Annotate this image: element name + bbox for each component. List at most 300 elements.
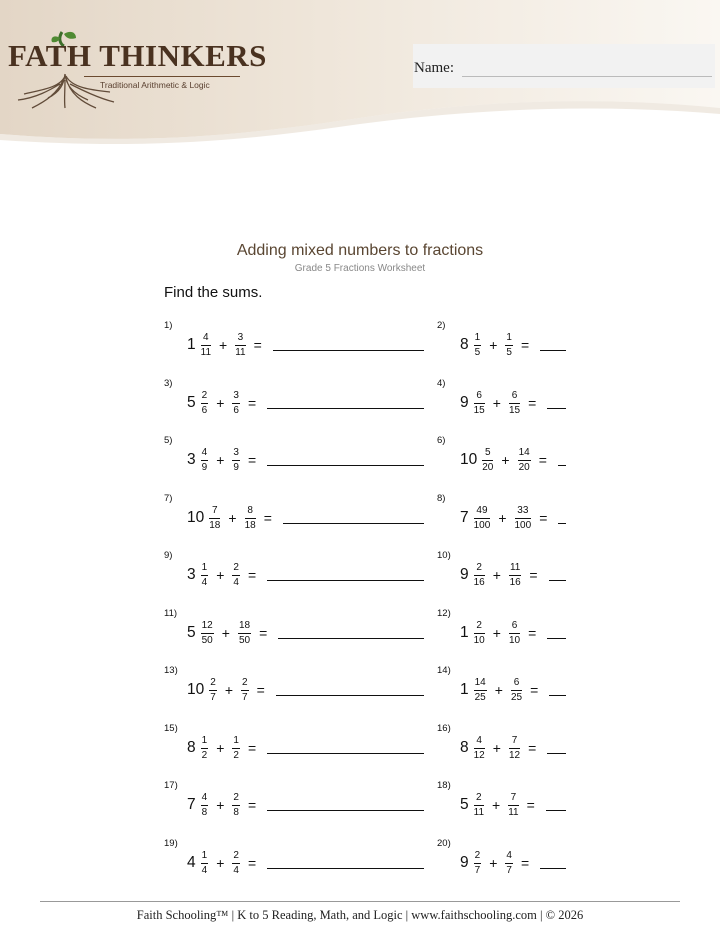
equals-sign: = bbox=[256, 682, 265, 698]
answer-line[interactable] bbox=[549, 695, 566, 696]
plus-sign: + bbox=[216, 797, 225, 813]
problem-item bbox=[164, 320, 424, 364]
problem-number: 17) bbox=[164, 780, 178, 791]
mixed-fraction-bar bbox=[201, 863, 209, 864]
mixed-fraction-denominator: 20 bbox=[482, 461, 494, 473]
addend-fraction-denominator: 2 bbox=[233, 749, 239, 761]
addend-fraction-bar bbox=[518, 460, 531, 461]
addend-fraction-denominator: 100 bbox=[514, 519, 532, 531]
mixed-whole-number: 5 bbox=[187, 624, 196, 641]
plus-sign: + bbox=[219, 337, 228, 353]
addend-fraction bbox=[505, 850, 513, 877]
plus-sign: + bbox=[216, 740, 225, 756]
answer-line[interactable] bbox=[267, 465, 424, 466]
mixed-fraction-numerator: 49 bbox=[476, 504, 488, 516]
problem-item bbox=[437, 550, 566, 594]
answer-line[interactable] bbox=[540, 868, 566, 869]
addend-fraction-numerator: 7 bbox=[510, 791, 517, 803]
mixed-fraction-bar bbox=[209, 690, 217, 691]
problem-item bbox=[164, 435, 424, 479]
addend-fraction-denominator: 8 bbox=[233, 806, 239, 818]
plus-sign: + bbox=[501, 452, 510, 468]
mixed-fraction-bar bbox=[201, 748, 209, 749]
plus-sign: + bbox=[492, 625, 501, 641]
mixed-fraction-numerator: 1 bbox=[201, 561, 208, 573]
problem-item bbox=[164, 838, 424, 882]
plus-sign: + bbox=[216, 567, 225, 583]
problem-item bbox=[164, 378, 424, 422]
problem-item bbox=[437, 435, 566, 479]
addend-fraction-denominator: 11 bbox=[235, 346, 246, 358]
problem-item bbox=[437, 493, 566, 537]
mixed-fraction-denominator: 11 bbox=[473, 806, 485, 818]
problem-number: 6) bbox=[437, 435, 446, 446]
equals-sign: = bbox=[247, 567, 257, 583]
mixed-fraction-bar bbox=[474, 575, 485, 576]
mixed-fraction-denominator: 4 bbox=[201, 576, 208, 588]
addend-fraction-denominator: 11 bbox=[508, 806, 519, 818]
plus-sign: + bbox=[489, 855, 498, 871]
mixed-fraction bbox=[201, 332, 211, 359]
addend-fraction-numerator: 1 bbox=[233, 734, 239, 746]
answer-line[interactable] bbox=[278, 638, 424, 639]
mixed-fraction-numerator: 5 bbox=[485, 446, 491, 458]
addend-fraction bbox=[509, 562, 521, 589]
mixed-fraction-bar bbox=[474, 863, 482, 864]
answer-line[interactable] bbox=[267, 868, 424, 869]
plus-sign: + bbox=[216, 395, 225, 411]
mixed-fraction-numerator: 1 bbox=[474, 331, 481, 343]
problem-number: 7) bbox=[164, 493, 173, 504]
mixed-whole-number: 1 bbox=[460, 681, 469, 698]
addend-fraction-bar bbox=[509, 748, 520, 749]
equals-sign: = bbox=[247, 395, 257, 411]
footer-divider bbox=[40, 901, 680, 902]
mixed-fraction-denominator: 25 bbox=[474, 691, 486, 703]
addend-fraction-numerator: 2 bbox=[233, 561, 239, 573]
addend-fraction bbox=[515, 505, 532, 532]
problem-number: 1) bbox=[164, 320, 173, 331]
problem-expression bbox=[187, 503, 279, 533]
addend-fraction-denominator: 50 bbox=[238, 634, 251, 646]
plus-sign: + bbox=[494, 682, 503, 698]
addend-fraction-numerator: 18 bbox=[238, 619, 251, 631]
problem-item bbox=[437, 838, 566, 882]
problem-number: 12) bbox=[437, 608, 451, 619]
mixed-whole-number: 7 bbox=[460, 509, 469, 526]
addend-fraction-numerator: 3 bbox=[233, 389, 239, 401]
addend-fraction-bar bbox=[509, 575, 521, 576]
equals-sign: = bbox=[530, 682, 539, 698]
problem-number: 10) bbox=[437, 550, 451, 561]
plus-sign: + bbox=[216, 452, 225, 468]
addend-fraction-bar bbox=[509, 633, 520, 634]
problem-expression bbox=[187, 675, 272, 705]
mixed-fraction bbox=[209, 505, 220, 532]
mixed-fraction bbox=[201, 735, 209, 762]
mixed-whole-number: 1 bbox=[187, 336, 196, 353]
mixed-fraction-bar bbox=[201, 633, 214, 634]
addend-fraction-denominator: 4 bbox=[233, 576, 239, 588]
mixed-whole-number: 9 bbox=[460, 854, 469, 871]
mixed-fraction-denominator: 50 bbox=[201, 634, 213, 646]
problem-number: 13) bbox=[164, 665, 178, 676]
addend-fraction bbox=[238, 620, 251, 647]
addend-fraction-bar bbox=[511, 690, 522, 691]
addend-fraction-bar bbox=[509, 403, 520, 404]
problem-item bbox=[437, 723, 566, 767]
equals-sign: = bbox=[259, 625, 268, 641]
mixed-whole-number: 9 bbox=[460, 566, 469, 583]
addend-fraction bbox=[508, 792, 518, 819]
addend-fraction-denominator: 16 bbox=[509, 576, 521, 588]
mixed-fraction bbox=[482, 447, 493, 474]
plus-sign: + bbox=[224, 682, 233, 698]
equals-sign: = bbox=[526, 797, 535, 813]
addend-fraction bbox=[509, 735, 520, 762]
problem-number: 15) bbox=[164, 723, 178, 734]
mixed-fraction-numerator: 2 bbox=[476, 561, 482, 573]
mixed-fraction-denominator: 6 bbox=[201, 404, 208, 416]
mixed-fraction-denominator: 7 bbox=[210, 691, 216, 703]
problem-item bbox=[164, 665, 424, 709]
addend-fraction-numerator: 6 bbox=[511, 619, 518, 631]
mixed-fraction bbox=[209, 677, 217, 704]
equals-sign: = bbox=[529, 567, 538, 583]
mixed-fraction-bar bbox=[209, 518, 220, 519]
problem-expression bbox=[460, 388, 543, 418]
mixed-fraction-numerator: 4 bbox=[476, 734, 482, 746]
mixed-fraction-denominator: 10 bbox=[473, 634, 485, 646]
answer-line[interactable] bbox=[547, 753, 566, 754]
addend-fraction-bar bbox=[245, 518, 256, 519]
problem-number: 2) bbox=[437, 320, 446, 331]
problem-number: 16) bbox=[437, 723, 451, 734]
addend-fraction-numerator: 3 bbox=[237, 331, 244, 343]
mixed-fraction-bar bbox=[201, 805, 209, 806]
mixed-fraction-bar bbox=[201, 460, 209, 461]
mixed-fraction-bar bbox=[201, 345, 211, 346]
mixed-fraction-numerator: 2 bbox=[474, 849, 481, 861]
answer-line[interactable] bbox=[547, 408, 566, 409]
addend-fraction bbox=[232, 390, 240, 417]
addend-fraction-numerator: 3 bbox=[233, 446, 239, 458]
mixed-fraction-bar bbox=[474, 690, 487, 691]
mixed-fraction bbox=[201, 850, 209, 877]
addend-fraction bbox=[232, 850, 240, 877]
addend-fraction bbox=[232, 447, 240, 474]
mixed-fraction bbox=[474, 562, 485, 589]
answer-line[interactable] bbox=[267, 810, 424, 811]
problem-item bbox=[437, 665, 566, 709]
mixed-whole-number: 3 bbox=[187, 451, 196, 468]
mixed-fraction-bar bbox=[474, 805, 484, 806]
addend-fraction-numerator: 11 bbox=[509, 561, 521, 573]
addend-fraction-numerator: 4 bbox=[506, 849, 512, 861]
mixed-fraction bbox=[474, 332, 482, 359]
addend-fraction-bar bbox=[505, 345, 513, 346]
equals-sign: = bbox=[539, 510, 548, 526]
mixed-fraction-bar bbox=[474, 633, 485, 634]
mixed-fraction-numerator: 2 bbox=[201, 389, 208, 401]
mixed-fraction-numerator: 6 bbox=[476, 389, 482, 401]
problem-expression bbox=[187, 388, 263, 418]
brand-tagline: Traditional Arithmetic & Logic bbox=[100, 80, 210, 90]
addend-fraction-numerator: 14 bbox=[518, 446, 530, 458]
addend-fraction-denominator: 9 bbox=[233, 461, 239, 473]
problem-expression bbox=[460, 790, 542, 820]
mixed-whole-number: 10 bbox=[187, 681, 205, 698]
plus-sign: + bbox=[492, 395, 501, 411]
mixed-fraction-bar bbox=[482, 460, 493, 461]
mixed-fraction-bar bbox=[201, 403, 209, 404]
mixed-fraction-numerator: 12 bbox=[201, 619, 213, 631]
problem-number: 14) bbox=[437, 665, 451, 676]
mixed-fraction-numerator: 1 bbox=[201, 734, 208, 746]
mixed-fraction bbox=[201, 447, 209, 474]
mixed-fraction-denominator: 18 bbox=[209, 519, 221, 531]
addend-fraction-bar bbox=[515, 518, 532, 519]
addend-fraction-denominator: 12 bbox=[508, 749, 521, 761]
mixed-fraction-bar bbox=[201, 575, 209, 576]
plus-sign: + bbox=[221, 625, 230, 641]
addend-fraction-numerator: 7 bbox=[511, 734, 518, 746]
problem-number: 3) bbox=[164, 378, 173, 389]
mixed-whole-number: 8 bbox=[187, 739, 196, 756]
addend-fraction-bar bbox=[232, 460, 240, 461]
addend-fraction-bar bbox=[241, 690, 249, 691]
name-box bbox=[413, 44, 715, 88]
problem-item bbox=[437, 378, 566, 422]
answer-line[interactable] bbox=[549, 580, 566, 581]
problem-item bbox=[164, 608, 424, 652]
problem-expression bbox=[187, 330, 269, 360]
problem-item bbox=[437, 780, 566, 824]
plus-sign: + bbox=[489, 337, 498, 353]
mixed-whole-number: 1 bbox=[460, 624, 469, 641]
equals-sign: = bbox=[263, 510, 272, 526]
addend-fraction-bar bbox=[508, 805, 518, 806]
brand-logo bbox=[8, 38, 267, 74]
plus-sign: + bbox=[216, 855, 225, 871]
answer-line[interactable] bbox=[267, 753, 424, 754]
answer-line[interactable] bbox=[267, 580, 424, 581]
addend-fraction-denominator: 5 bbox=[506, 346, 512, 358]
mixed-whole-number: 5 bbox=[460, 796, 469, 813]
mixed-whole-number: 8 bbox=[460, 336, 469, 353]
mixed-fraction-numerator: 2 bbox=[476, 791, 482, 803]
plus-sign: + bbox=[228, 510, 237, 526]
problem-item bbox=[437, 608, 566, 652]
problem-item bbox=[164, 550, 424, 594]
mixed-fraction-bar bbox=[474, 518, 491, 519]
mixed-fraction-denominator: 8 bbox=[201, 806, 208, 818]
mixed-whole-number: 3 bbox=[187, 566, 196, 583]
problem-expression bbox=[460, 503, 554, 533]
addend-fraction-numerator: 2 bbox=[233, 791, 239, 803]
plus-sign: + bbox=[492, 797, 501, 813]
plus-sign: + bbox=[492, 740, 501, 756]
problem-expression bbox=[187, 618, 274, 648]
answer-line[interactable] bbox=[267, 408, 424, 409]
mixed-fraction bbox=[474, 677, 487, 704]
addend-fraction-numerator: 8 bbox=[247, 504, 253, 516]
problem-number: 8) bbox=[437, 493, 446, 504]
problem-expression bbox=[187, 445, 263, 475]
addend-fraction-bar bbox=[238, 633, 251, 634]
mixed-fraction bbox=[474, 792, 484, 819]
instruction: Find the sums. bbox=[164, 284, 263, 301]
addend-fraction-bar bbox=[232, 805, 240, 806]
worksheet-subtitle: Grade 5 Fractions Worksheet bbox=[294, 263, 426, 274]
addend-fraction-numerator: 1 bbox=[506, 331, 512, 343]
problem-expression bbox=[460, 330, 536, 360]
answer-line[interactable] bbox=[546, 810, 566, 811]
problem-number: 19) bbox=[164, 838, 178, 849]
addend-fraction-denominator: 7 bbox=[506, 864, 512, 876]
addend-fraction bbox=[235, 332, 245, 359]
mixed-fraction-denominator: 11 bbox=[200, 346, 212, 358]
problem-item bbox=[164, 780, 424, 824]
answer-line[interactable] bbox=[558, 523, 566, 524]
problem-item bbox=[437, 320, 566, 364]
mixed-fraction-denominator: 9 bbox=[201, 461, 208, 473]
mixed-fraction-bar bbox=[474, 748, 485, 749]
mixed-fraction-denominator: 12 bbox=[473, 749, 485, 761]
addend-fraction bbox=[232, 735, 240, 762]
problem-expression bbox=[460, 445, 554, 475]
mixed-fraction-denominator: 100 bbox=[473, 519, 491, 531]
addend-fraction-bar bbox=[232, 403, 240, 404]
name-label: Name: bbox=[414, 60, 454, 76]
answer-line[interactable] bbox=[273, 350, 424, 351]
equals-sign: = bbox=[247, 740, 257, 756]
footer-text: Faith Schooling™ | K to 5 Reading, Math, and Logic | www.faithschooling.com | © 2026 bbox=[136, 908, 584, 922]
mixed-whole-number: 7 bbox=[187, 796, 196, 813]
problem-number: 4) bbox=[437, 378, 446, 389]
mixed-fraction-numerator: 2 bbox=[476, 619, 482, 631]
mixed-fraction-denominator: 4 bbox=[201, 864, 208, 876]
mixed-whole-number: 8 bbox=[460, 739, 469, 756]
logo-divider bbox=[84, 76, 240, 77]
brand-name-part2: TH THINKERS bbox=[45, 38, 267, 73]
answer-line[interactable] bbox=[283, 523, 424, 524]
answer-line[interactable] bbox=[540, 350, 566, 351]
addend-fraction-denominator: 4 bbox=[233, 864, 239, 876]
mixed-fraction-denominator: 2 bbox=[201, 749, 208, 761]
addend-fraction-denominator: 20 bbox=[518, 461, 530, 473]
mixed-fraction-numerator: 4 bbox=[201, 446, 208, 458]
addend-fraction-denominator: 7 bbox=[242, 691, 248, 703]
addend-fraction-numerator: 2 bbox=[233, 849, 239, 861]
addend-fraction-bar bbox=[232, 575, 240, 576]
addend-fraction-denominator: 10 bbox=[508, 634, 521, 646]
mixed-fraction bbox=[474, 850, 482, 877]
mixed-fraction bbox=[201, 792, 209, 819]
problem-number: 11) bbox=[164, 608, 178, 619]
problem-item bbox=[164, 723, 424, 767]
mixed-fraction bbox=[474, 620, 485, 647]
mixed-fraction-denominator: 16 bbox=[473, 576, 485, 588]
mixed-fraction bbox=[201, 620, 214, 647]
equals-sign: = bbox=[247, 797, 257, 813]
problem-expression bbox=[460, 618, 543, 648]
problem-expression bbox=[187, 848, 263, 878]
problem-number: 18) bbox=[437, 780, 451, 791]
problem-expression bbox=[460, 560, 545, 590]
addend-fraction bbox=[518, 447, 531, 474]
equals-sign: = bbox=[253, 337, 262, 353]
problem-expression bbox=[460, 733, 543, 763]
addend-fraction-bar bbox=[235, 345, 245, 346]
problem-number: 5) bbox=[164, 435, 173, 446]
addend-fraction-denominator: 18 bbox=[244, 519, 256, 531]
addend-fraction-numerator: 6 bbox=[511, 389, 518, 401]
equals-sign: = bbox=[538, 452, 547, 468]
addend-fraction bbox=[245, 505, 256, 532]
equals-sign: = bbox=[520, 855, 530, 871]
mixed-fraction-bar bbox=[474, 345, 482, 346]
addend-fraction-bar bbox=[232, 748, 240, 749]
mixed-fraction bbox=[201, 562, 209, 589]
addend-fraction-bar bbox=[232, 863, 240, 864]
answer-line[interactable] bbox=[558, 465, 566, 466]
equals-sign: = bbox=[520, 337, 530, 353]
mixed-fraction-numerator: 2 bbox=[210, 676, 216, 688]
mixed-whole-number: 10 bbox=[460, 451, 478, 468]
plus-sign: + bbox=[492, 567, 501, 583]
brand-name-part1: FA bbox=[8, 38, 46, 73]
problem-expression bbox=[187, 790, 263, 820]
addend-fraction-numerator: 6 bbox=[513, 676, 520, 688]
mixed-fraction bbox=[474, 505, 491, 532]
plus-sign: + bbox=[498, 510, 507, 526]
answer-line[interactable] bbox=[276, 695, 424, 696]
problem-expression bbox=[187, 560, 263, 590]
name-input-line[interactable] bbox=[462, 76, 712, 77]
addend-fraction-numerator: 2 bbox=[242, 676, 248, 688]
equals-sign: = bbox=[528, 625, 537, 641]
addend-fraction-denominator: 6 bbox=[233, 404, 239, 416]
addend-fraction-denominator: 25 bbox=[510, 691, 523, 703]
mixed-fraction-numerator: 4 bbox=[203, 331, 209, 343]
addend-fraction bbox=[232, 792, 240, 819]
mixed-fraction-numerator: 4 bbox=[201, 791, 208, 803]
problem-item bbox=[164, 493, 424, 537]
problem-expression bbox=[460, 675, 545, 705]
addend-fraction-bar bbox=[505, 863, 513, 864]
mixed-fraction bbox=[474, 390, 485, 417]
addend-fraction bbox=[232, 562, 240, 589]
mixed-fraction-numerator: 7 bbox=[212, 504, 218, 516]
mixed-whole-number: 10 bbox=[187, 509, 205, 526]
addend-fraction-denominator: 15 bbox=[508, 404, 521, 416]
mixed-fraction-denominator: 15 bbox=[473, 404, 485, 416]
mixed-fraction-denominator: 5 bbox=[474, 346, 481, 358]
mixed-fraction bbox=[474, 735, 485, 762]
problem-expression bbox=[187, 733, 263, 763]
addend-fraction bbox=[509, 390, 520, 417]
mixed-fraction-denominator: 7 bbox=[474, 864, 481, 876]
addend-fraction bbox=[241, 677, 249, 704]
mixed-fraction-bar bbox=[474, 403, 485, 404]
equals-sign: = bbox=[247, 452, 257, 468]
answer-line[interactable] bbox=[547, 638, 566, 639]
problem-number: 20) bbox=[437, 838, 451, 849]
mixed-whole-number: 5 bbox=[187, 394, 196, 411]
problem-expression bbox=[460, 848, 536, 878]
mixed-fraction-numerator: 1 bbox=[201, 849, 208, 861]
